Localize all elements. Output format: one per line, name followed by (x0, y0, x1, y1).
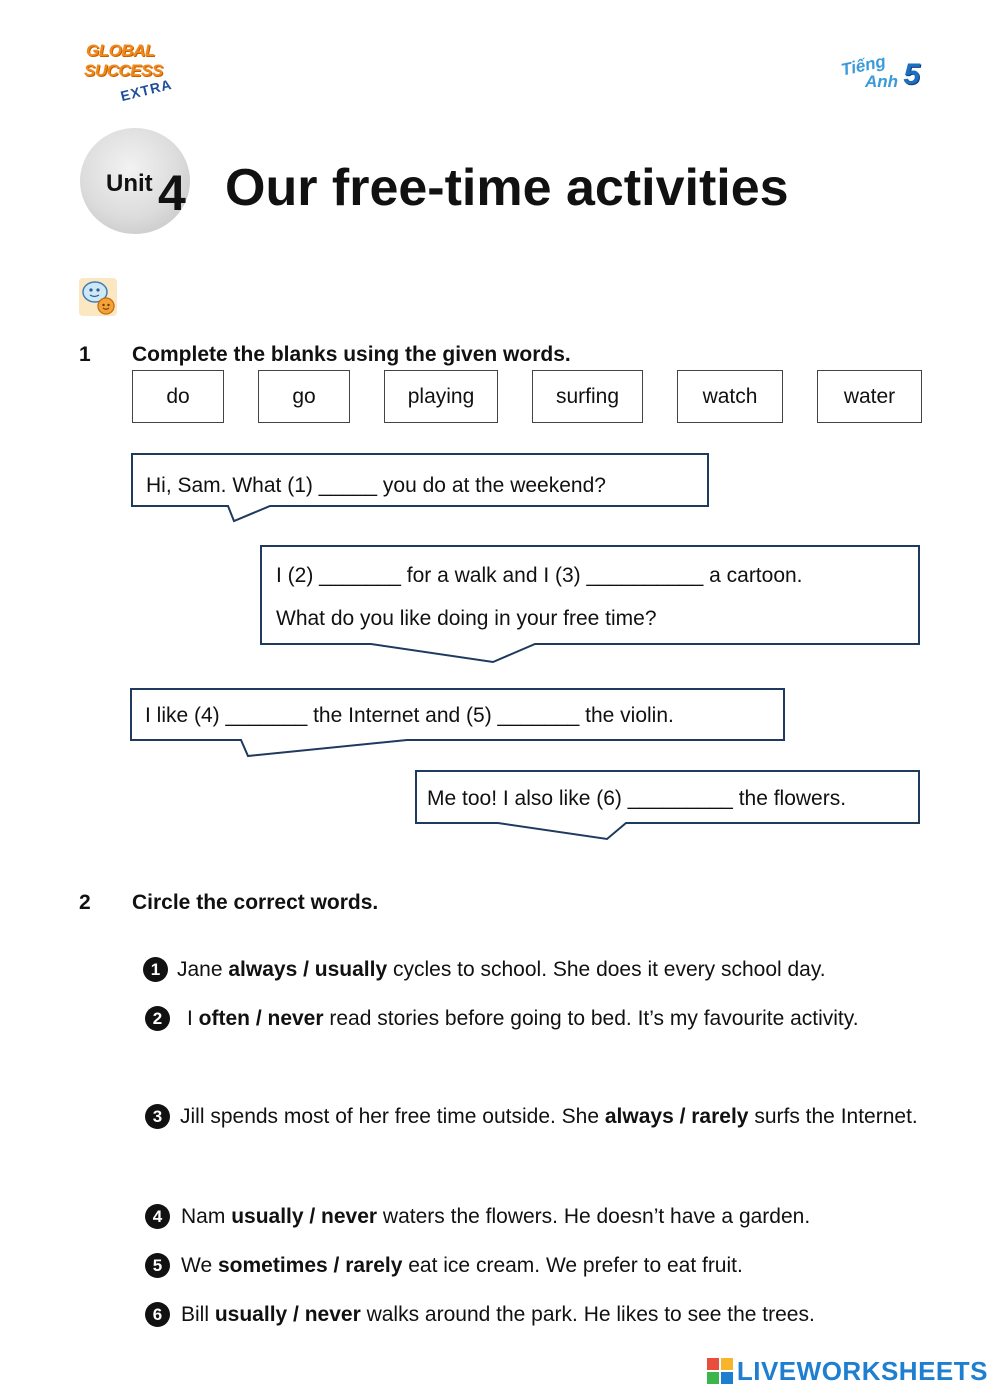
word-box: water (817, 370, 922, 423)
dialogue-line-2a: I (2) _______ for a walk and I (3) __________ a cartoon. (276, 564, 803, 587)
tieng-anh-logo: Tiếng Anh 5 (839, 51, 920, 91)
choice-words[interactable]: always / usually (228, 958, 388, 981)
item-number-badge: 4 (145, 1204, 170, 1229)
word-box: go (258, 370, 350, 423)
choice-words[interactable]: always / rarely (604, 1105, 749, 1128)
exercise-2-instruction: Circle the correct words. (132, 891, 379, 914)
speech-bubble (259, 544, 923, 666)
exercise-2-number: 2 (79, 891, 91, 914)
exercise-item: 5 We sometimes / rarely eat ice cream. We prefer to eat fruit. (145, 1241, 923, 1290)
item-number-badge: 2 (145, 1006, 170, 1031)
brand-squares-icon (707, 1358, 733, 1384)
speaking-icon (78, 277, 118, 317)
exercise-item: 2 I often / never read stories before going to bed. It’s my favourite activity. (145, 994, 923, 1092)
dialogue-line-1: Hi, Sam. What (1) _____ you do at the weekend? (146, 474, 606, 497)
choice-words[interactable]: usually / never (231, 1205, 378, 1228)
dialogue-line-3: I like (4) _______ the Internet and (5) _______ the violin. (145, 704, 674, 727)
word-box: playing (384, 370, 498, 423)
choice-words[interactable]: sometimes / rarely (217, 1254, 403, 1277)
choice-words[interactable]: often / never (198, 1007, 324, 1030)
exercise-item: 4 Nam usually / never waters the flowers. He doesn’t have a garden. (145, 1192, 923, 1241)
dialogue-line-4: Me too! I also like (6) _________ the flowers. (427, 787, 847, 810)
exercise-1-number: 1 (79, 343, 91, 366)
exercise-item: 3 Jill spends most of her free time outside. She always / rarely surfs the Internet. (145, 1092, 923, 1190)
exercise-item: 1 Jane always / usually cycles to school. She does it every school day. (143, 945, 923, 994)
item-number-badge: 3 (145, 1104, 170, 1129)
page-title: Our free-time activities (225, 159, 789, 217)
choice-words[interactable]: usually / never (214, 1303, 361, 1326)
item-number-badge: 6 (145, 1302, 170, 1327)
item-number-badge: 5 (145, 1253, 170, 1278)
exercise-1-instruction: Complete the blanks using the given words. (132, 343, 571, 366)
word-box: watch (677, 370, 783, 423)
global-success-logo: GLOBAL SUCCESS EXTRA (84, 41, 174, 105)
unit-number: 4 (158, 165, 186, 221)
word-box: do (132, 370, 224, 423)
dialogue-line-2b: What do you like doing in your free time? (276, 607, 657, 630)
liveworksheets-logo (707, 1356, 988, 1386)
brand-text: LIVEWORKSHEETS (736, 1355, 988, 1386)
unit-label: Unit (106, 170, 153, 197)
item-number-badge: 1 (143, 957, 168, 982)
exercise-item: 6 Bill usually / never walks around the park. He likes to see the trees. (145, 1290, 923, 1339)
word-box: surfing (532, 370, 643, 423)
